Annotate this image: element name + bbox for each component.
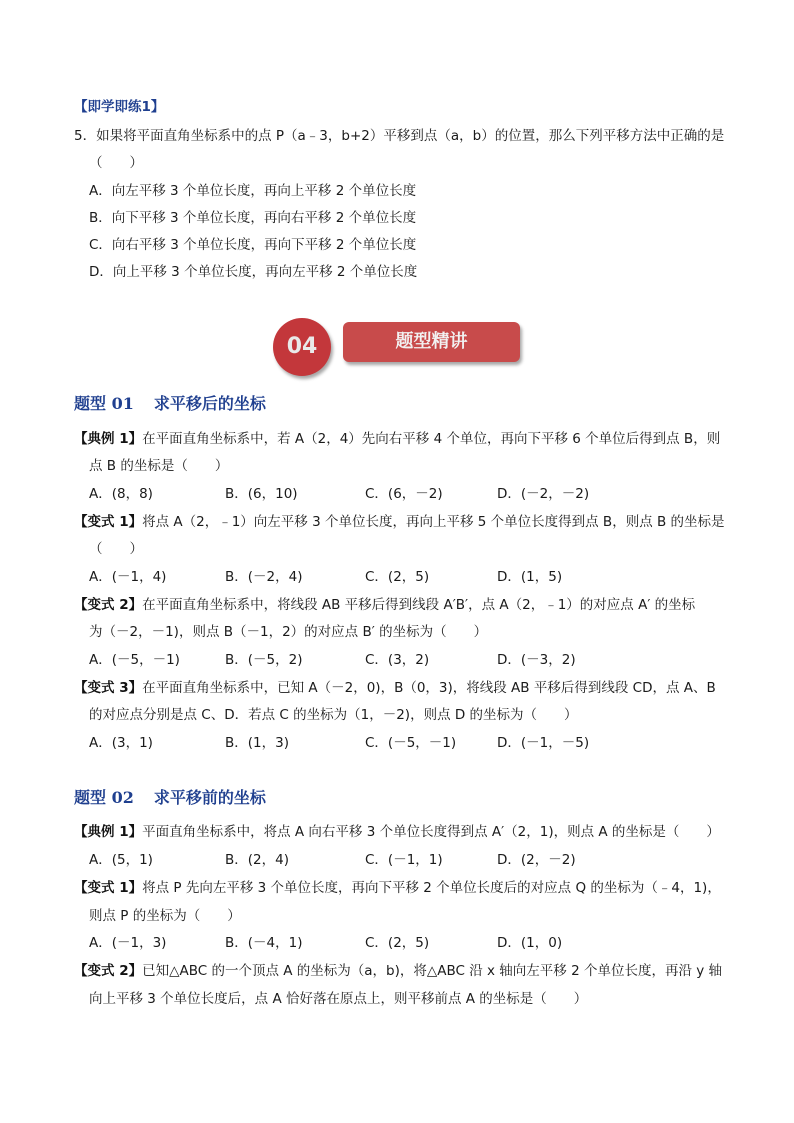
type01-variant3-tag: 【变式 3】 [74,680,143,696]
type02-example1-option-a: A．(5，1) [89,852,153,868]
type01-variant2-option-a: A．(－5，－1) [89,652,180,668]
type02-example1-option-d: D．(2，－2) [497,852,576,868]
type01-heading [74,391,266,414]
type02-heading-title: 求平移前的坐标 [153,788,266,807]
practice-option-c: C．向右平移 3 个单位长度，再向下平移 2 个单位长度 [89,237,417,253]
type01-variant2-tag: 【变式 2】 [74,597,143,613]
type02-variant1-option-b: B．(－4，1) [225,935,303,951]
type02-variant1-line1 [74,876,721,896]
type01-example1-line1 [74,427,720,447]
type02-example1-tag: 【典例 1】 [74,824,143,840]
type01-variant3-line2: 的对应点分别是点 C、D．若点 C 的坐标为（1，－2)，则点 D 的坐标为（ ） [89,707,578,723]
section-banner [343,322,520,362]
section-number-badge [273,318,331,376]
type01-example1-option-d: D．(－2，－2) [497,486,590,502]
type01-variant2-line2: 为（－2，－1)，则点 B（－1，2）的对应点 B′ 的坐标为（ ） [89,624,488,640]
section-banner-title: 题型精讲 [395,331,468,352]
type02-variant1-line2: 则点 P 的坐标为（ ） [89,908,241,924]
type02-heading-num: 题型 02 [74,788,134,807]
type01-variant3-option-d: D．(－1，－5) [497,735,590,751]
practice-option-b: B．向下平移 3 个单位长度，再向右平移 2 个单位长度 [89,210,417,226]
type01-variant1-line1 [74,510,725,530]
type01-example1-option-a: A．(8，8) [89,486,153,502]
type02-example1-line1 [74,820,720,840]
type01-variant3-line1 [74,676,716,696]
type01-variant2-option-b: B．(－5，2) [225,652,303,668]
type01-example1-line2: 点 B 的坐标是（ ） [89,458,229,474]
type02-variant1-tag: 【变式 1】 [74,880,143,896]
type01-variant1-line2: （ ） [89,541,143,557]
type02-variant2-line2: 向上平移 3 个单位长度后，点 A 恰好落在原点上，则平移前点 A 的坐标是（ ） [89,991,588,1007]
type02-variant2-tag: 【变式 2】 [74,963,143,979]
type01-example1-option-c: C．(6，－2) [365,486,443,502]
type01-heading-num: 题型 01 [74,394,134,413]
section-number: 04 [286,334,318,359]
type02-heading [74,785,266,808]
type02-variant1-option-a: A．(－1，3) [89,935,167,951]
type01-variant1-tag: 【变式 1】 [74,514,143,530]
type02-variant1-option-c: C．(2，5) [365,935,430,951]
type01-variant3-option-b: B．(1，3) [225,735,289,751]
type01-variant1-option-b: B．(－2，4) [225,569,303,585]
type01-example1-text: 在平面直角坐标系中，若 A（2，4）先向右平移 4 个单位，再向下平移 6 个单位后得到点 B，则 [142,431,721,447]
type01-variant1-option-a: A．(－1，4) [89,569,167,585]
practice-option-a: A．向左平移 3 个单位长度，再向上平移 2 个单位长度 [89,183,417,199]
type01-variant3-option-a: A．(3，1) [89,735,153,751]
practice-header: 【即学即练1】 [74,99,165,115]
practice-option-d: D．向上平移 3 个单位长度，再向左平移 2 个单位长度 [89,264,418,280]
practice-question-line2: （ ） [89,155,143,171]
type01-example1-option-b: B．(6，10) [225,486,298,502]
type02-variant2-text: 已知△ABC 的一个顶点 A 的坐标为（a，b)，将△ABC 沿 x 轴向左平移 2 个单位长度，再沿 y 轴 [142,963,723,979]
type01-variant1-text: 将点 A（2，﹣1）向左平移 3 个单位长度，再向上平移 5 个单位长度得到点 B，则点 B 的坐标是 [142,514,725,530]
type02-variant2-line1 [74,959,722,979]
type01-heading-title: 求平移后的坐标 [153,394,266,413]
type01-variant3-option-c: C．(－5，－1) [365,735,457,751]
type01-variant3-text: 在平面直角坐标系中，已知 A（－2，0)，B（0，3)，将线段 AB 平移后得到线段 CD，点 A、B [142,680,716,696]
type01-variant1-option-c: C．(2，5) [365,569,430,585]
type02-example1-text: 平面直角坐标系中，将点 A 向右平移 3 个单位长度得到点 A′（2，1)，则点 A 的坐标是（ ） [142,824,720,840]
type01-variant2-line1 [74,593,695,613]
type02-variant1-option-d: D．(1，0) [497,935,563,951]
type01-variant2-option-c: C．(3，2) [365,652,430,668]
type02-variant1-text: 将点 P 先向左平移 3 个单位长度，再向下平移 2 个单位长度后的对应点 Q 的坐标为（﹣4，1)， [142,880,721,896]
type01-variant1-option-d: D．(1，5) [497,569,563,585]
type01-variant2-option-d: D．(－3，2) [497,652,576,668]
type01-variant2-text: 在平面直角坐标系中，将线段 AB 平移后得到线段 A′B′，点 A（2，﹣1）的对应点 A′ 的坐标 [142,597,696,613]
type02-example1-option-b: B．(2，4) [225,852,289,868]
type01-example1-tag: 【典例 1】 [74,431,143,447]
practice-question-line1: 5．如果将平面直角坐标系中的点 P（a﹣3，b+2）平移到点（a，b）的位置，那么下列平移方法中正确的是 [74,128,725,144]
type02-example1-option-c: C．(－1，1) [365,852,443,868]
